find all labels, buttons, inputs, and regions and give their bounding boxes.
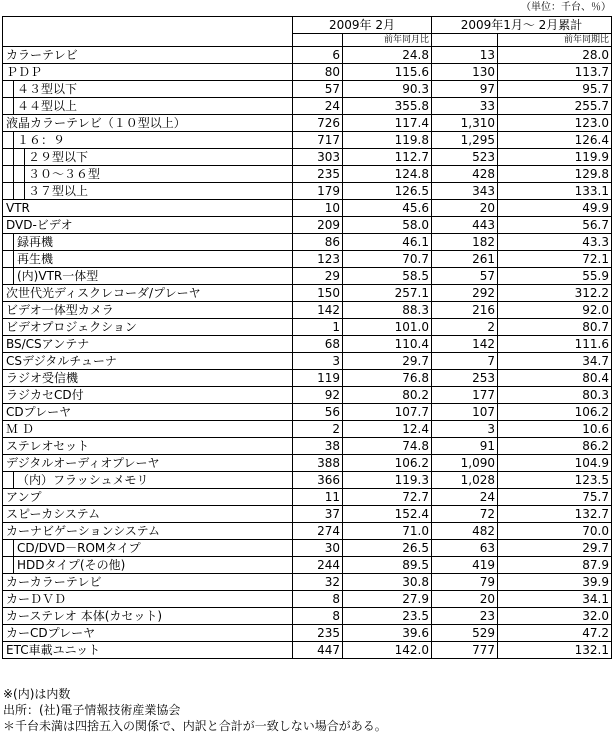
indent-guide [3,268,14,284]
table-row [3,489,612,506]
row-label [3,200,293,217]
cell-month-volume: 726 [293,115,343,132]
row-label-text: ４３型以下 [17,82,78,96]
note-source: 出所：(社)電子情報技術産業協会 [3,703,181,717]
table-row [3,608,612,625]
shipment-table [2,16,612,659]
row-label [3,285,293,302]
cell-cumulative-yoy: 104.9 [498,455,612,472]
table-row [3,421,612,438]
unit-note: （単位：千台、％） [521,2,611,13]
row-label-text: ステレオセット [6,439,90,453]
indent-guide [3,251,14,267]
cell-month-volume: 235 [293,625,343,642]
row-label-text: スピーカシステム [6,507,101,521]
cell-cumulative-yoy: 111.6 [498,336,612,353]
cell-month-volume: 57 [293,81,343,98]
cell-cumulative-volume: 63 [432,540,498,557]
row-label-text: カラーテレビ [6,48,78,62]
cell-cumulative-volume: 1,090 [432,455,498,472]
header-period-cumulative: 2009年1月～ 2月累計 [432,17,612,34]
cell-cumulative-volume: 20 [432,200,498,217]
row-label [3,574,293,591]
row-label [3,149,293,166]
row-label-text: 液晶カラーテレビ（１０型以上） [6,116,186,130]
row-label-text: アンプ [6,490,42,504]
row-label [3,387,293,404]
row-label-text: CDプレーヤ [6,405,72,419]
cell-month-volume: 244 [293,557,343,574]
cell-month-volume: 29 [293,268,343,285]
cell-month-volume: 11 [293,489,343,506]
cell-month-yoy: 12.4 [343,421,432,438]
cell-cumulative-yoy: 312.2 [498,285,612,302]
table-row [3,302,612,319]
cell-month-yoy: 39.6 [343,625,432,642]
cell-month-volume: 447 [293,642,343,659]
cell-cumulative-yoy: 49.9 [498,200,612,217]
cell-cumulative-yoy: 133.1 [498,183,612,200]
row-label [3,64,293,81]
cell-month-volume: 92 [293,387,343,404]
row-label [3,557,293,574]
cell-cumulative-yoy: 10.6 [498,421,612,438]
table-row [3,336,612,353]
row-label-text: 録再機 [17,235,54,249]
cell-cumulative-volume: 529 [432,625,498,642]
cell-cumulative-yoy: 87.9 [498,557,612,574]
cell-cumulative-yoy: 29.7 [498,540,612,557]
row-label [3,98,293,115]
row-label-text: ＰＤＰ [6,65,43,79]
table-row [3,166,612,183]
header-cum-volume-blank [432,34,498,47]
table-row [3,115,612,132]
cell-cumulative-volume: 292 [432,285,498,302]
cell-month-yoy: 355.8 [343,98,432,115]
cell-cumulative-yoy: 70.0 [498,523,612,540]
cell-cumulative-volume: 97 [432,81,498,98]
row-label-text: ラジカセCD付 [6,388,84,402]
cell-month-volume: 235 [293,166,343,183]
header-blank-2 [3,34,293,47]
cell-month-yoy: 106.2 [343,455,432,472]
cell-month-yoy: 142.0 [343,642,432,659]
row-label [3,47,293,64]
cell-month-yoy: 126.5 [343,183,432,200]
cell-cumulative-volume: 523 [432,149,498,166]
cell-month-yoy: 112.7 [343,149,432,166]
footnotes [3,686,387,734]
row-label [3,421,293,438]
cell-month-yoy: 29.7 [343,353,432,370]
cell-month-volume: 6 [293,47,343,64]
cell-cumulative-volume: 443 [432,217,498,234]
indent-guide [3,540,14,556]
cell-cumulative-yoy: 32.0 [498,608,612,625]
row-label-text: ラジオ受信機 [6,371,79,385]
cell-month-volume: 24 [293,98,343,115]
cell-cumulative-volume: 419 [432,557,498,574]
row-label-text: （内）フラッシュメモリ [17,473,149,487]
cell-cumulative-yoy: 39.9 [498,574,612,591]
indent-guide [3,81,14,97]
row-label [3,234,293,251]
table-row [3,455,612,472]
cell-month-volume: 1 [293,319,343,336]
cell-month-yoy: 80.2 [343,387,432,404]
table-row [3,47,612,64]
cell-month-volume: 179 [293,183,343,200]
row-label-text: (内)VTR一体型 [17,269,99,283]
table-row [3,234,612,251]
row-label-text: １６：９ [17,133,66,147]
table-row [3,353,612,370]
cell-cumulative-yoy: 56.7 [498,217,612,234]
table-row [3,438,612,455]
cell-month-yoy: 71.0 [343,523,432,540]
header-yoy-cumulative: 前年同期比 [498,34,612,47]
cell-cumulative-volume: 107 [432,404,498,421]
cell-month-yoy: 88.3 [343,302,432,319]
cell-cumulative-yoy: 55.9 [498,268,612,285]
note-inner-count: ※(内)は内数 [3,687,71,701]
cell-month-yoy: 24.8 [343,47,432,64]
cell-cumulative-yoy: 123.0 [498,115,612,132]
cell-month-yoy: 58.0 [343,217,432,234]
row-label-text: CSデジタルチューナ [6,354,117,368]
row-label [3,319,293,336]
row-label-text: カーナビゲーションシステム [6,524,161,538]
cell-cumulative-volume: 72 [432,506,498,523]
table-row [3,472,612,489]
cell-month-volume: 366 [293,472,343,489]
cell-month-volume: 388 [293,455,343,472]
table-row [3,523,612,540]
row-label [3,455,293,472]
cell-cumulative-volume: 1,295 [432,132,498,149]
row-label-text: デジタルオーディオプレーヤ [6,456,160,470]
cell-cumulative-yoy: 28.0 [498,47,612,64]
cell-month-yoy: 23.5 [343,608,432,625]
table-row [3,251,612,268]
row-label-text: CD/DVD－ROMタイプ [17,541,141,555]
cell-cumulative-volume: 428 [432,166,498,183]
cell-cumulative-yoy: 132.7 [498,506,612,523]
cell-month-yoy: 124.8 [343,166,432,183]
row-label [3,591,293,608]
table-row [3,285,612,302]
row-label-text: 次世代光ディスクレコーダ/プレーヤ [6,286,201,300]
table-row [3,387,612,404]
cell-month-yoy: 117.4 [343,115,432,132]
cell-month-volume: 37 [293,506,343,523]
header-period-month: 2009年 2月 [293,17,432,34]
cell-month-yoy: 26.5 [343,540,432,557]
indent-guide [14,166,25,182]
cell-month-yoy: 152.4 [343,506,432,523]
row-label-text: ETC車載ユニット [6,643,101,657]
cell-month-yoy: 58.5 [343,268,432,285]
cell-month-yoy: 119.3 [343,472,432,489]
cell-month-yoy: 74.8 [343,438,432,455]
cell-month-volume: 274 [293,523,343,540]
row-label-text: 再生機 [17,252,54,266]
cell-cumulative-yoy: 80.3 [498,387,612,404]
row-label-text: カーＤＶＤ [6,592,67,606]
row-label-text: ビデオ一体型カメラ [6,303,114,317]
cell-cumulative-yoy: 47.2 [498,625,612,642]
cell-cumulative-volume: 2 [432,319,498,336]
table-row [3,574,612,591]
cell-cumulative-volume: 24 [432,489,498,506]
cell-month-yoy: 45.6 [343,200,432,217]
cell-month-yoy: 90.3 [343,81,432,98]
cell-month-volume: 209 [293,217,343,234]
cell-cumulative-volume: 261 [432,251,498,268]
table-row [3,506,612,523]
cell-cumulative-volume: 130 [432,64,498,81]
row-label [3,506,293,523]
row-label-text: DVD-ビデオ [6,218,73,232]
row-label [3,523,293,540]
row-label [3,625,293,642]
cell-cumulative-volume: 91 [432,438,498,455]
table-row [3,149,612,166]
cell-cumulative-yoy: 92.0 [498,302,612,319]
cell-month-volume: 717 [293,132,343,149]
table-row [3,268,612,285]
row-label [3,183,293,200]
cell-cumulative-volume: 216 [432,302,498,319]
cell-month-volume: 10 [293,200,343,217]
cell-month-yoy: 30.8 [343,574,432,591]
cell-month-volume: 30 [293,540,343,557]
cell-cumulative-yoy: 72.1 [498,251,612,268]
row-label [3,166,293,183]
cell-cumulative-volume: 343 [432,183,498,200]
row-label-text: カーステレオ 本体(カセット) [6,609,163,623]
cell-cumulative-yoy: 113.7 [498,64,612,81]
table-row [3,557,612,574]
cell-cumulative-yoy: 34.7 [498,353,612,370]
cell-cumulative-volume: 7 [432,353,498,370]
cell-month-volume: 56 [293,404,343,421]
cell-month-yoy: 76.8 [343,370,432,387]
cell-cumulative-yoy: 75.7 [498,489,612,506]
cell-cumulative-volume: 777 [432,642,498,659]
cell-cumulative-volume: 79 [432,574,498,591]
indent-guide [3,98,14,114]
table-row [3,591,612,608]
table-row [3,200,612,217]
row-label [3,489,293,506]
indent-guide [3,149,14,165]
row-label [3,642,293,659]
row-label-text: Ｍ Ｄ [6,422,34,436]
table-row [3,404,612,421]
cell-month-volume: 303 [293,149,343,166]
table-row [3,370,612,387]
cell-cumulative-volume: 57 [432,268,498,285]
cell-month-yoy: 72.7 [343,489,432,506]
indent-guide [3,557,14,573]
cell-cumulative-volume: 482 [432,523,498,540]
row-label-text: ４４型以上 [17,99,78,113]
cell-cumulative-volume: 33 [432,98,498,115]
cell-month-yoy: 101.0 [343,319,432,336]
cell-month-volume: 68 [293,336,343,353]
row-label [3,268,293,285]
table-row [3,319,612,336]
row-label [3,608,293,625]
cell-cumulative-yoy: 80.4 [498,370,612,387]
cell-cumulative-yoy: 34.1 [498,591,612,608]
cell-month-volume: 86 [293,234,343,251]
row-label [3,81,293,98]
row-label-text: ビデオプロジェクション [6,320,137,334]
header-yoy-month: 前年同月比 [343,34,432,47]
cell-cumulative-yoy: 95.7 [498,81,612,98]
table-row [3,64,612,81]
row-label [3,336,293,353]
cell-month-volume: 150 [293,285,343,302]
cell-month-yoy: 119.8 [343,132,432,149]
note-rounding: ＊千台未満は四捨五入の関係で、内訳と合計が一致しない場合がある。 [3,719,387,733]
cell-cumulative-yoy: 119.9 [498,149,612,166]
header-month-volume-blank [293,34,343,47]
cell-month-volume: 8 [293,591,343,608]
cell-month-yoy: 46.1 [343,234,432,251]
row-label [3,472,293,489]
row-label-text: カーCDプレーヤ [6,626,96,640]
row-label-text: ３７型以上 [28,184,89,198]
cell-cumulative-volume: 1,028 [432,472,498,489]
cell-cumulative-volume: 13 [432,47,498,64]
header-row-ratios [3,34,612,47]
indent-guide [3,132,14,148]
table-row [3,81,612,98]
cell-month-yoy: 110.4 [343,336,432,353]
cell-month-volume: 38 [293,438,343,455]
cell-cumulative-volume: 23 [432,608,498,625]
cell-cumulative-yoy: 126.4 [498,132,612,149]
cell-cumulative-yoy: 129.8 [498,166,612,183]
cell-cumulative-volume: 182 [432,234,498,251]
cell-month-yoy: 70.7 [343,251,432,268]
cell-month-yoy: 27.9 [343,591,432,608]
cell-cumulative-volume: 20 [432,591,498,608]
row-label [3,115,293,132]
row-label [3,438,293,455]
cell-month-volume: 32 [293,574,343,591]
cell-cumulative-volume: 3 [432,421,498,438]
cell-cumulative-volume: 253 [432,370,498,387]
header-blank [3,17,293,34]
table-row [3,217,612,234]
cell-month-yoy: 257.1 [343,285,432,302]
cell-cumulative-volume: 177 [432,387,498,404]
cell-cumulative-yoy: 106.2 [498,404,612,421]
cell-cumulative-yoy: 86.2 [498,438,612,455]
row-label [3,302,293,319]
cell-month-yoy: 107.7 [343,404,432,421]
row-label-text: BS/CSアンテナ [6,337,90,351]
row-label-text: ３０～３６型 [28,167,101,181]
table-row [3,183,612,200]
row-label [3,540,293,557]
table-row [3,625,612,642]
row-label [3,404,293,421]
indent-guide [3,166,14,182]
cell-month-volume: 2 [293,421,343,438]
indent-guide [3,183,14,199]
row-label [3,132,293,149]
cell-month-yoy: 115.6 [343,64,432,81]
indent-guide [14,183,25,199]
cell-cumulative-volume: 142 [432,336,498,353]
row-label-text: VTR [6,201,30,215]
row-label-text: HDDタイプ(その他) [17,558,126,572]
row-label [3,251,293,268]
indent-guide [3,234,14,250]
table-row [3,98,612,115]
cell-month-volume: 80 [293,64,343,81]
indent-guide [14,149,25,165]
cell-month-volume: 8 [293,608,343,625]
cell-month-yoy: 89.5 [343,557,432,574]
table-row [3,132,612,149]
header-row-periods [3,17,612,34]
cell-cumulative-yoy: 43.3 [498,234,612,251]
row-label-text: カーカラーテレビ [6,575,102,589]
cell-cumulative-yoy: 123.5 [498,472,612,489]
cell-month-volume: 142 [293,302,343,319]
table-row [3,642,612,659]
cell-cumulative-yoy: 80.7 [498,319,612,336]
table-row [3,540,612,557]
indent-guide [3,472,14,488]
cell-month-volume: 123 [293,251,343,268]
row-label [3,370,293,387]
cell-cumulative-yoy: 132.1 [498,642,612,659]
cell-cumulative-volume: 1,310 [432,115,498,132]
row-label [3,353,293,370]
cell-month-volume: 119 [293,370,343,387]
row-label [3,217,293,234]
row-label-text: ２９型以下 [28,150,89,164]
cell-cumulative-yoy: 255.7 [498,98,612,115]
cell-month-volume: 3 [293,353,343,370]
